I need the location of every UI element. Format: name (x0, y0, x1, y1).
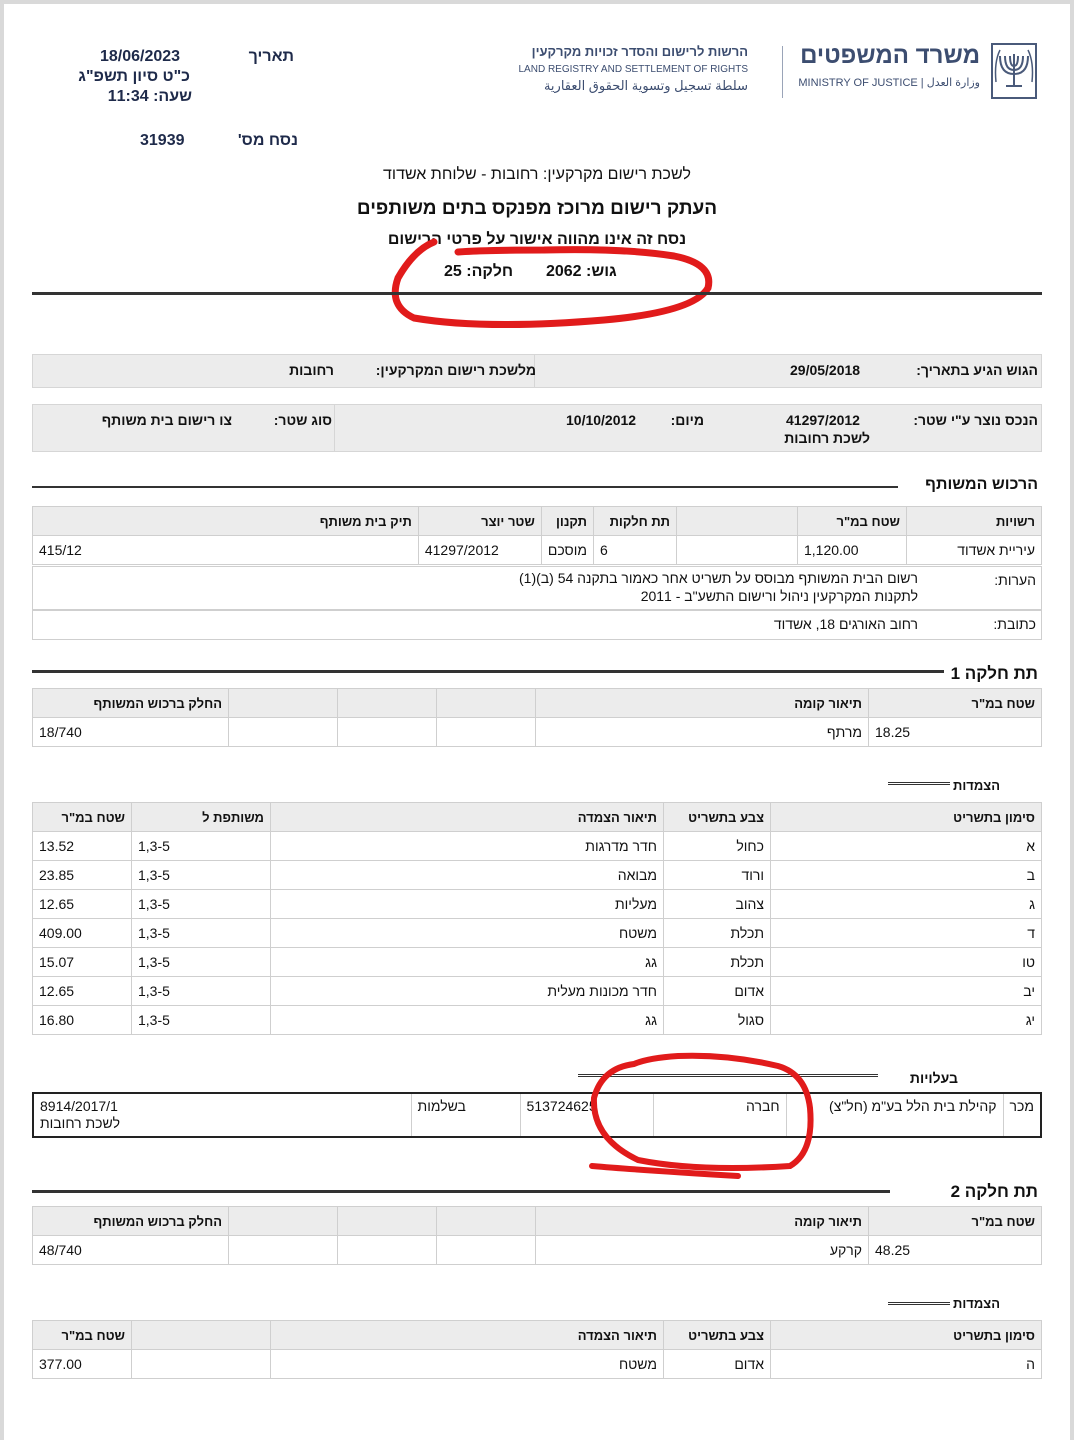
area-cell: 12.65 (33, 890, 132, 919)
attachments-2-header-row (33, 1321, 1042, 1350)
col-header (132, 1321, 271, 1350)
version-label: נסח מס' (237, 132, 298, 149)
red-circle-annotation-owner (578, 1048, 828, 1184)
deed-divider (334, 405, 335, 451)
empty-cell (338, 1236, 437, 1265)
attachments-2-heading: הצמדות (953, 1296, 1000, 1311)
col-header: תיאור הצמדה (271, 803, 664, 832)
title-rule (32, 292, 1042, 295)
subparcel-1-data-row (33, 718, 1042, 747)
area-cell: 1,120.00 (798, 536, 907, 565)
col-header (437, 689, 536, 718)
attachments-1-rule (888, 782, 950, 785)
description-cell: גג (271, 1006, 664, 1035)
description-cell: משטח (271, 919, 664, 948)
mark-cell: ד (771, 919, 1042, 948)
registry-office: לשכת רישום מקרקעין: רחובות - שלוחת אשדוד (383, 166, 691, 183)
owner-deed-number: 8914/2017/1 (40, 1098, 118, 1114)
subparcel-2-rule (32, 1190, 890, 1193)
subparcels-cell: 6 (594, 536, 677, 565)
empty-cell (229, 718, 338, 747)
col-header (677, 507, 798, 536)
shared-with-cell: 1,3-5 (132, 861, 271, 890)
red-circle-annotation (374, 228, 724, 338)
attachments-1-heading: הצמדות (953, 778, 1000, 793)
attachment-row (33, 861, 1042, 890)
date-value: 18/06/2023 (100, 48, 181, 65)
date-label: תאריך (248, 48, 294, 65)
col-header: תקנון (541, 507, 593, 536)
floor-cell: מרתף (536, 718, 869, 747)
area-cell: 15.07 (33, 948, 132, 977)
notes-line-1: רשום הבית המשותף מבוסס על תשריט אחר כאמור בתקנה 54 (ב)(1) (518, 570, 918, 586)
empty-cell (437, 1236, 536, 1265)
col-header (338, 689, 437, 718)
col-header: סימון בתשריט (771, 1321, 1042, 1350)
authority-cell: עיריית אשדוד (907, 536, 1042, 565)
common-property-heading: הרכוש המשותף (925, 476, 1038, 493)
address-value: רחוב האורגים 18, אשדוד (773, 616, 918, 632)
hebrew-date: כ"ט סיון תשפ"ג (78, 68, 190, 85)
document-title: העתק רישום מרוכז מפנקס בתים משותפים (356, 198, 718, 219)
deed-type-label: סוג שטר: (273, 412, 332, 428)
share-cell: 48/740 (33, 1236, 229, 1265)
deed-type-value: צו רישום בית משותף (101, 412, 232, 428)
col-header: צבע בתשריט (664, 1321, 771, 1350)
gush-label: גוש: (586, 263, 617, 280)
id-number-cell: 513724625 (520, 1093, 653, 1137)
col-header: תיאור קומה (536, 689, 869, 718)
time-value: 11:34 (107, 88, 149, 105)
attachment-row (33, 948, 1042, 977)
shared-with-cell: 1,3-5 (132, 890, 271, 919)
deed-day-value: 10/10/2012 (566, 412, 637, 428)
shared-with-cell (132, 1350, 271, 1379)
attachment-row (33, 977, 1042, 1006)
col-header: החלק ברכוש המשותף (33, 1207, 229, 1236)
deed-day-label: מיום: (670, 412, 704, 428)
arrival-row (32, 354, 1042, 388)
col-header: שטח במ"ר (869, 1207, 1042, 1236)
subparcel-1-rule (32, 670, 944, 673)
color-cell: תכלת (664, 919, 771, 948)
description-cell: מבואה (271, 861, 664, 890)
land-registry-name-ar: سلطة تسجيل وتسوية الحقوق العقارية (543, 78, 748, 93)
floor-cell: קרקע (536, 1236, 869, 1265)
time-row (108, 88, 192, 106)
area-cell: 377.00 (33, 1350, 132, 1379)
notes-label: הערות: (994, 572, 1036, 588)
description-cell: גג (271, 948, 664, 977)
col-header: שטח במ"ר (33, 1321, 132, 1350)
deed-office: לשכת רחובות (784, 430, 870, 446)
shared-with-cell: 1,3-5 (132, 977, 271, 1006)
col-header: שטר יוצר (418, 507, 541, 536)
empty-cell (338, 718, 437, 747)
color-cell: סגול (664, 1006, 771, 1035)
color-cell: אדום (664, 977, 771, 1006)
area-cell: 48.25 (869, 1236, 1042, 1265)
condo-file-cell: 415/12 (33, 536, 419, 565)
col-header: החלק ברכוש המשותף (33, 689, 229, 718)
subparcel-1-table (32, 688, 1042, 747)
shared-with-cell: 1,3-5 (132, 1006, 271, 1035)
shared-with-cell: 1,3-5 (132, 832, 271, 861)
attachment-row (33, 1006, 1042, 1035)
creating-deed-cell: 41297/2012 (418, 536, 541, 565)
col-header: צבע בתשריט (664, 803, 771, 832)
col-header: שטח במ"ר (33, 803, 132, 832)
time-label: שעה: (153, 88, 192, 105)
color-cell: תכלת (664, 948, 771, 977)
mark-cell: ה (771, 1350, 1042, 1379)
col-header: משותפת ל (132, 803, 271, 832)
helka-value: 25 (444, 263, 462, 280)
attachment-row (33, 919, 1042, 948)
color-cell: ורוד (664, 861, 771, 890)
arrival-from-label: מלשכת רישום המקרקעין: (375, 362, 536, 378)
col-header: תיאור קומה (536, 1207, 869, 1236)
area-cell: 18.25 (869, 718, 1042, 747)
description-cell: חדר מכונות מעלית (271, 977, 664, 1006)
owners-heading: בעלויות (909, 1070, 958, 1086)
col-header (229, 1207, 338, 1236)
land-registry-name-en: LAND REGISTRY AND SETTLEMENT OF RIGHTS (518, 64, 748, 75)
col-header: שטח במ"ר (869, 689, 1042, 718)
empty-cell (229, 1236, 338, 1265)
col-header (338, 1207, 437, 1236)
deed-label: הנכס נוצר ע"י שטר: (913, 412, 1038, 428)
description-cell: משטח (271, 1350, 664, 1379)
empty-cell (677, 536, 798, 565)
mark-cell: ב (771, 861, 1042, 890)
subparcel-2-table (32, 1206, 1042, 1265)
common-property-table (32, 506, 1042, 565)
subparcel-1-header-row (33, 689, 1042, 718)
col-header: שטח במ"ר (798, 507, 907, 536)
description-cell: מעליות (271, 890, 664, 919)
color-cell: אדום (664, 1350, 771, 1379)
color-cell: צהוב (664, 890, 771, 919)
col-header: סימון בתשריט (771, 803, 1042, 832)
common-header-row (33, 507, 1042, 536)
owner-deed-cell (33, 1093, 411, 1137)
attachments-2-table (32, 1320, 1042, 1379)
attachments-1-header-row (33, 803, 1042, 832)
area-cell: 23.85 (33, 861, 132, 890)
disclaimer-note: נסח זה אינו מהווה אישור על פרטי הרישום (387, 231, 687, 248)
col-header: תת חלקות (594, 507, 677, 536)
attachment-row (33, 832, 1042, 861)
ministry-subtitle: MINISTRY OF JUSTICE | وزارة العدل (798, 77, 980, 89)
subparcel-2-header-row (33, 1207, 1042, 1236)
area-cell: 13.52 (33, 832, 132, 861)
share-cell: 18/740 (33, 718, 229, 747)
area-cell: 409.00 (33, 919, 132, 948)
mark-cell: ג (771, 890, 1042, 919)
owner-name-cell: קהילת בית הלל בע"מ (חל"צ) (786, 1093, 1003, 1137)
shared-with-cell: 1,3-5 (132, 948, 271, 977)
attachment-row (33, 1350, 1042, 1379)
ministry-title: משרד המשפטים (800, 42, 980, 69)
col-header: תיק בית משותף (33, 507, 419, 536)
address-label: כתובת: (993, 616, 1036, 632)
empty-cell (437, 718, 536, 747)
mark-cell: טו (771, 948, 1042, 977)
transaction-cell: מכר (1003, 1093, 1041, 1137)
col-header (229, 689, 338, 718)
bylaws-cell: מוסכם (541, 536, 593, 565)
deed-number: 41297/2012 (786, 412, 860, 428)
common-data-row (33, 536, 1042, 565)
notes-line-2: לתקנות המקרקעין ניהול ורישום התשע"ב - 2011 (640, 588, 918, 604)
attachments-2-rule (888, 1302, 950, 1305)
document-page (4, 4, 1070, 1440)
menorah-emblem-icon (990, 42, 1038, 100)
owner-row (33, 1093, 1041, 1137)
area-cell: 16.80 (33, 1006, 132, 1035)
attachments-1-table (32, 802, 1042, 1035)
owners-table (32, 1092, 1042, 1138)
land-registry-name-he: הרשות לרישום והסדר זכויות מקרקעין (531, 44, 748, 59)
arrival-from-value: רחובות (289, 362, 334, 378)
arrival-date: 29/05/2018 (790, 362, 861, 378)
arrival-label: הגוש הגיע בתאריך: (916, 362, 1038, 378)
helka-label: חלקה: (466, 263, 514, 280)
gush-value: 2062 (545, 263, 582, 280)
id-type-cell: חברה (653, 1093, 786, 1137)
share-cell: בשלמות (411, 1093, 520, 1137)
shared-with-cell: 1,3-5 (132, 919, 271, 948)
attachment-row (33, 890, 1042, 919)
subparcel-2-heading: תת חלקה 2 (950, 1182, 1038, 1201)
description-cell: חדר מדרגות (271, 832, 664, 861)
color-cell: כחול (664, 832, 771, 861)
owner-deed-office: לשכת רחובות (40, 1115, 121, 1131)
col-header: רשויות (907, 507, 1042, 536)
col-header: תיאור הצמדה (271, 1321, 664, 1350)
common-heading-rule (32, 486, 898, 488)
area-cell: 12.65 (33, 977, 132, 1006)
logo-divider (782, 46, 783, 98)
version-value: 31939 (140, 132, 185, 149)
mark-cell: יג (771, 1006, 1042, 1035)
mark-cell: א (771, 832, 1042, 861)
subparcel-2-data-row (33, 1236, 1042, 1265)
col-header (437, 1207, 536, 1236)
mark-cell: יב (771, 977, 1042, 1006)
subparcel-1-heading: תת חלקה 1 (950, 664, 1038, 683)
